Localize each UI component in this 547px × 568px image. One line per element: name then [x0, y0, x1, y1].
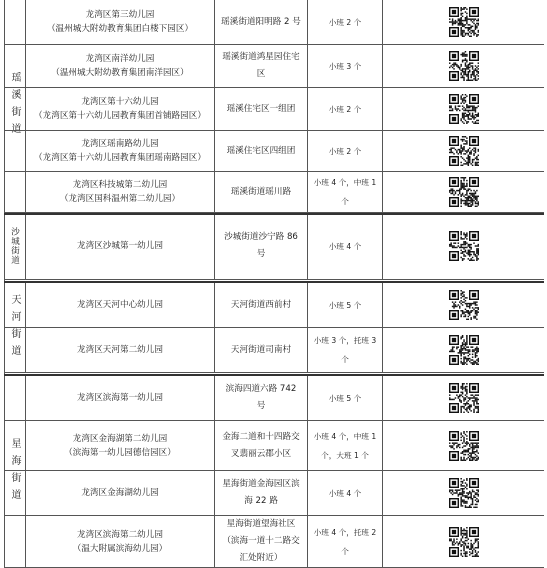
address-cell: 天河街道司南村: [215, 328, 308, 372]
qr-code-cell: [383, 328, 544, 372]
qr-code-cell: [383, 172, 544, 212]
street-label: 沙城街道: [9, 227, 20, 265]
kindergarten-name-cell: [26, 421, 215, 470]
kindergarten-name-cell: [26, 376, 215, 420]
qr-code-icon[interactable]: [449, 7, 479, 37]
class-capacity-cell: 小班 2 个: [308, 88, 383, 130]
address-cell: 瑶溪街道瑶川路: [215, 172, 308, 212]
kindergarten-name: 龙湾区沙城第一幼儿园: [77, 241, 163, 251]
table-row: [4, 283, 544, 328]
kindergarten-name: 龙湾区瑶南路幼儿园: [81, 139, 159, 149]
address-cell: 沙城街道沙宁路 86 号: [215, 213, 308, 279]
class-capacity-cell: 小班 4 个: [308, 213, 383, 279]
group-divider: [4, 374, 544, 376]
kindergarten-name-cell: [26, 283, 215, 327]
table-row: [4, 421, 544, 471]
class-capacity-cell: 小班 5 个: [308, 376, 383, 420]
table-row: [4, 376, 544, 421]
address-cell: 瑶溪街道鸿星园住宅区: [215, 45, 308, 87]
table-row: [4, 213, 544, 280]
street-label: 星海街道: [9, 437, 20, 506]
class-capacity-cell: 小班 4 个，中班 1 个，大班 1 个: [308, 421, 383, 470]
kindergarten-campus: （龙湾区第十六幼儿园教育集团瑶南路园区）: [34, 153, 206, 163]
kindergarten-name: 龙湾区第三幼儿园: [85, 10, 155, 20]
street-label: 瑶溪街道: [9, 72, 20, 140]
qr-code-icon[interactable]: [449, 478, 479, 508]
qr-code-icon[interactable]: [449, 51, 479, 81]
group-divider: [4, 281, 544, 283]
class-capacity-cell: 小班 4 个，中班 1 个: [308, 172, 383, 212]
qr-code-cell: [383, 131, 544, 171]
qr-code-icon[interactable]: [449, 431, 479, 461]
qr-code-cell: [383, 213, 544, 279]
kindergarten-name: 龙湾区第十六幼儿园: [81, 97, 159, 107]
kindergarten-campus: （龙湾区国科温州第二幼儿园）: [59, 194, 181, 204]
kindergarten-table: [4, 0, 544, 568]
kindergarten-name: 龙湾区南洋幼儿园: [85, 54, 155, 64]
qr-code-icon[interactable]: [449, 383, 479, 413]
table-row: [4, 516, 544, 568]
table-row: [4, 0, 544, 45]
group-divider: [4, 213, 544, 215]
kindergarten-campus: （滨海第一幼儿园德信园区）: [64, 447, 176, 458]
kindergarten-name: 龙湾区滨海第二幼儿园: [77, 529, 163, 540]
kindergarten-name-cell: [26, 328, 215, 372]
qr-code-icon[interactable]: [449, 335, 479, 365]
qr-code-cell: [383, 471, 544, 515]
address-cell: 滨海四道六路 742 号: [215, 376, 308, 420]
kindergarten-name: 龙湾区金海湖第二幼儿园: [72, 433, 168, 444]
qr-code-cell: [383, 0, 544, 44]
address-cell: 星海街道望海社区（滨海一道十二路交汇处附近）: [215, 516, 308, 567]
kindergarten-campus: （温大附属滨海幼儿园）: [72, 543, 168, 554]
qr-code-cell: [383, 88, 544, 130]
kindergarten-campus: （龙湾区第十六幼儿园教育集团首铺路园区）: [34, 111, 206, 121]
kindergarten-name-cell: [26, 213, 215, 279]
address-cell: 瑶溪住宅区四组团: [215, 131, 308, 171]
table-row: [4, 131, 544, 172]
qr-code-icon[interactable]: [449, 94, 479, 124]
kindergarten-name-cell: [26, 0, 215, 44]
address-cell: 星海街道金海园区滨海 22 路: [215, 471, 308, 515]
address-cell: 天河街道西前村: [215, 283, 308, 327]
qr-code-icon[interactable]: [449, 177, 479, 207]
qr-code-cell: [383, 45, 544, 87]
qr-code-cell: [383, 283, 544, 327]
class-capacity-cell: 小班 4 个，托班 2 个: [308, 516, 383, 567]
qr-code-icon[interactable]: [449, 290, 479, 320]
address-cell: 金海二道和十四路交叉翡丽云郡小区: [215, 421, 308, 470]
kindergarten-campus: （温州城大附幼教育集团白楼下园区）: [46, 24, 194, 34]
class-capacity-cell: 小班 2 个: [308, 131, 383, 171]
street-label: 天河街道: [9, 293, 20, 362]
kindergarten-name-cell: [26, 471, 215, 515]
address-cell: 瑶溪住宅区一组团: [215, 88, 308, 130]
class-capacity-cell: 小班 3 个，托班 3 个: [308, 328, 383, 372]
class-capacity-cell: 小班 5 个: [308, 283, 383, 327]
kindergarten-name-cell: [26, 45, 215, 87]
qr-code-cell: [383, 421, 544, 470]
address-cell: 瑶溪街道阳明路 2 号: [215, 0, 308, 44]
table-row: [4, 88, 544, 131]
kindergarten-name-cell: [26, 131, 215, 171]
class-capacity-cell: 小班 4 个: [308, 471, 383, 515]
kindergarten-name-cell: [26, 88, 215, 130]
class-capacity-cell: 小班 3 个: [308, 45, 383, 87]
kindergarten-name: 龙湾区滨海第一幼儿园: [77, 393, 163, 403]
table-row: [4, 471, 544, 516]
kindergarten-name: 龙湾区金海湖幼儿园: [81, 488, 159, 498]
qr-code-icon[interactable]: [449, 231, 479, 261]
kindergarten-name: 龙湾区天河第二幼儿园: [77, 345, 163, 355]
kindergarten-name: 龙湾区天河中心幼儿园: [77, 300, 163, 310]
table-row: [4, 172, 544, 213]
table-row: [4, 45, 544, 88]
qr-code-cell: [383, 516, 544, 567]
qr-code-icon[interactable]: [449, 136, 479, 166]
table-row: [4, 328, 544, 373]
kindergarten-name-cell: [26, 516, 215, 567]
kindergarten-name-cell: [26, 172, 215, 212]
qr-code-cell: [383, 376, 544, 420]
qr-code-icon[interactable]: [449, 527, 479, 557]
kindergarten-campus: （温州城大附幼教育集团南洋园区）: [51, 68, 189, 78]
kindergarten-name: 龙湾区科技城第二幼儿园: [72, 180, 168, 190]
class-capacity-cell: 小班 2 个: [308, 0, 383, 44]
